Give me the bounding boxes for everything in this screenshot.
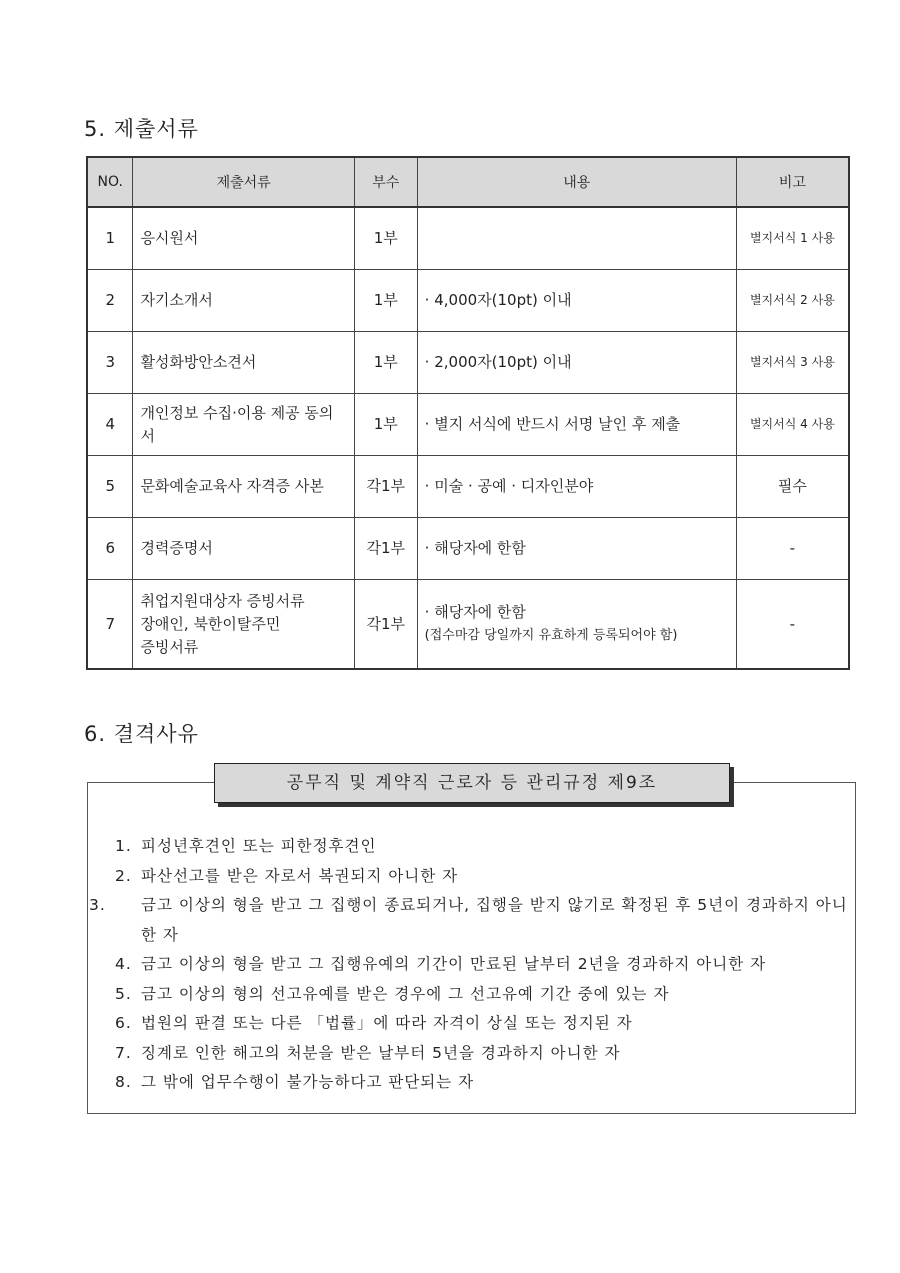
row-remark: 별지서식 2 사용 [736, 270, 849, 332]
row-copies: 각1부 [354, 580, 417, 670]
row-copies: 1부 [354, 270, 417, 332]
row-content-text: · 해당자에 한함 [424, 603, 526, 621]
header-content: 내용 [417, 157, 736, 207]
row-document: 응시원서 [133, 207, 354, 270]
table-row [87, 332, 849, 394]
header-copies: 부수 [354, 157, 417, 207]
row-document-line: 장애인, 북한이탈주민 [140, 614, 281, 633]
section-5-title: 5. 제출서류 [84, 117, 199, 141]
row-copies: 각1부 [354, 456, 417, 518]
item-number: 4. [115, 955, 132, 973]
item-number: 7. [115, 1043, 132, 1062]
row-document: 개인정보 수집·이용 제공 동의서 [133, 394, 354, 456]
row-content: · 4,000자(10pt) 이내 [417, 270, 736, 332]
list-item [115, 1039, 855, 1069]
row-document: 문화예술교육사 자격증 사본 [133, 456, 354, 518]
table-row [87, 518, 849, 580]
list-item [115, 1009, 855, 1039]
row-content [417, 207, 736, 270]
row-no: 1 [87, 207, 133, 270]
disqualification-list [89, 832, 855, 1098]
item-number: 2. [115, 866, 132, 885]
row-content-note: (접수마감 당일까지 유효하게 등록되어야 함) [424, 628, 678, 643]
row-copies: 1부 [354, 394, 417, 456]
row-no: 6 [87, 518, 133, 580]
row-remark: - [736, 580, 849, 670]
header-document: 제출서류 [133, 157, 354, 207]
row-content [417, 580, 736, 670]
list-item [89, 891, 855, 950]
table-row [87, 394, 849, 456]
list-item [115, 950, 855, 980]
row-remark: - [736, 518, 849, 580]
row-content: · 2,000자(10pt) 이내 [417, 332, 736, 394]
item-text: 법원의 판결 또는 다른 「법률」에 따라 자격이 상실 또는 정지된 자 [141, 1014, 633, 1032]
submission-documents-table [86, 156, 850, 670]
table-row [87, 580, 849, 670]
list-item [115, 862, 855, 892]
row-remark: 별지서식 4 사용 [736, 394, 849, 456]
header-no: NO. [87, 157, 133, 207]
item-number: 8. [115, 1073, 132, 1091]
item-number: 5. [115, 984, 132, 1003]
row-document [133, 580, 354, 670]
row-document: 경력증명서 [133, 518, 354, 580]
list-item [115, 980, 855, 1010]
row-no: 4 [87, 394, 133, 456]
item-text: 피성년후견인 또는 피한정후견인 [141, 837, 377, 855]
row-no: 5 [87, 456, 133, 518]
item-number: 1. [115, 837, 132, 855]
row-copies: 각1부 [354, 518, 417, 580]
row-document: 활성화방안소견서 [133, 332, 354, 394]
item-text: 금고 이상의 형을 받고 그 집행유예의 기간이 만료된 날부터 2년을 경과하지 아니한 자 [141, 955, 767, 973]
row-document-line: 취업지원대상자 증빙서류 [140, 591, 305, 610]
section-6-title: 6. 결격사유 [84, 722, 199, 746]
item-text: 징계로 인한 해고의 처분을 받은 날부터 5년을 경과하지 아니한 자 [141, 1043, 621, 1062]
item-number: 3. [89, 896, 106, 914]
row-remark: 별지서식 1 사용 [736, 207, 849, 270]
list-item [115, 832, 855, 862]
row-no: 7 [87, 580, 133, 670]
row-remark: 별지서식 3 사용 [736, 332, 849, 394]
row-copies: 1부 [354, 207, 417, 270]
item-text: 파산선고를 받은 자로서 복권되지 아니한 자 [141, 866, 459, 885]
item-number: 6. [115, 1014, 132, 1032]
header-remark: 비고 [736, 157, 849, 207]
table-header-row [87, 157, 849, 207]
row-no: 2 [87, 270, 133, 332]
item-text: 그 밖에 업무수행이 불가능하다고 판단되는 자 [141, 1073, 475, 1091]
row-remark: 필수 [736, 456, 849, 518]
row-no: 3 [87, 332, 133, 394]
item-text: 금고 이상의 형의 선고유예를 받은 경우에 그 선고유예 기간 중에 있는 자 [141, 984, 670, 1003]
row-content: · 별지 서식에 반드시 서명 날인 후 제출 [417, 394, 736, 456]
row-document: 자기소개서 [133, 270, 354, 332]
row-copies: 1부 [354, 332, 417, 394]
row-content: · 해당자에 한함 [417, 518, 736, 580]
row-content: · 미술 · 공예 · 디자인분야 [417, 456, 736, 518]
item-text: 금고 이상의 형을 받고 그 집행이 종료되거나, 집행을 받지 않기로 확정된 후 5년이 경과하지 아니한 자 [141, 896, 848, 944]
table-row [87, 207, 849, 270]
regulation-title: 공무직 및 계약직 근로자 등 관리규정 제9조 [214, 763, 730, 803]
table-row [87, 456, 849, 518]
table-row [87, 270, 849, 332]
list-item [115, 1068, 855, 1098]
row-document-line: 증빙서류 [140, 637, 199, 656]
